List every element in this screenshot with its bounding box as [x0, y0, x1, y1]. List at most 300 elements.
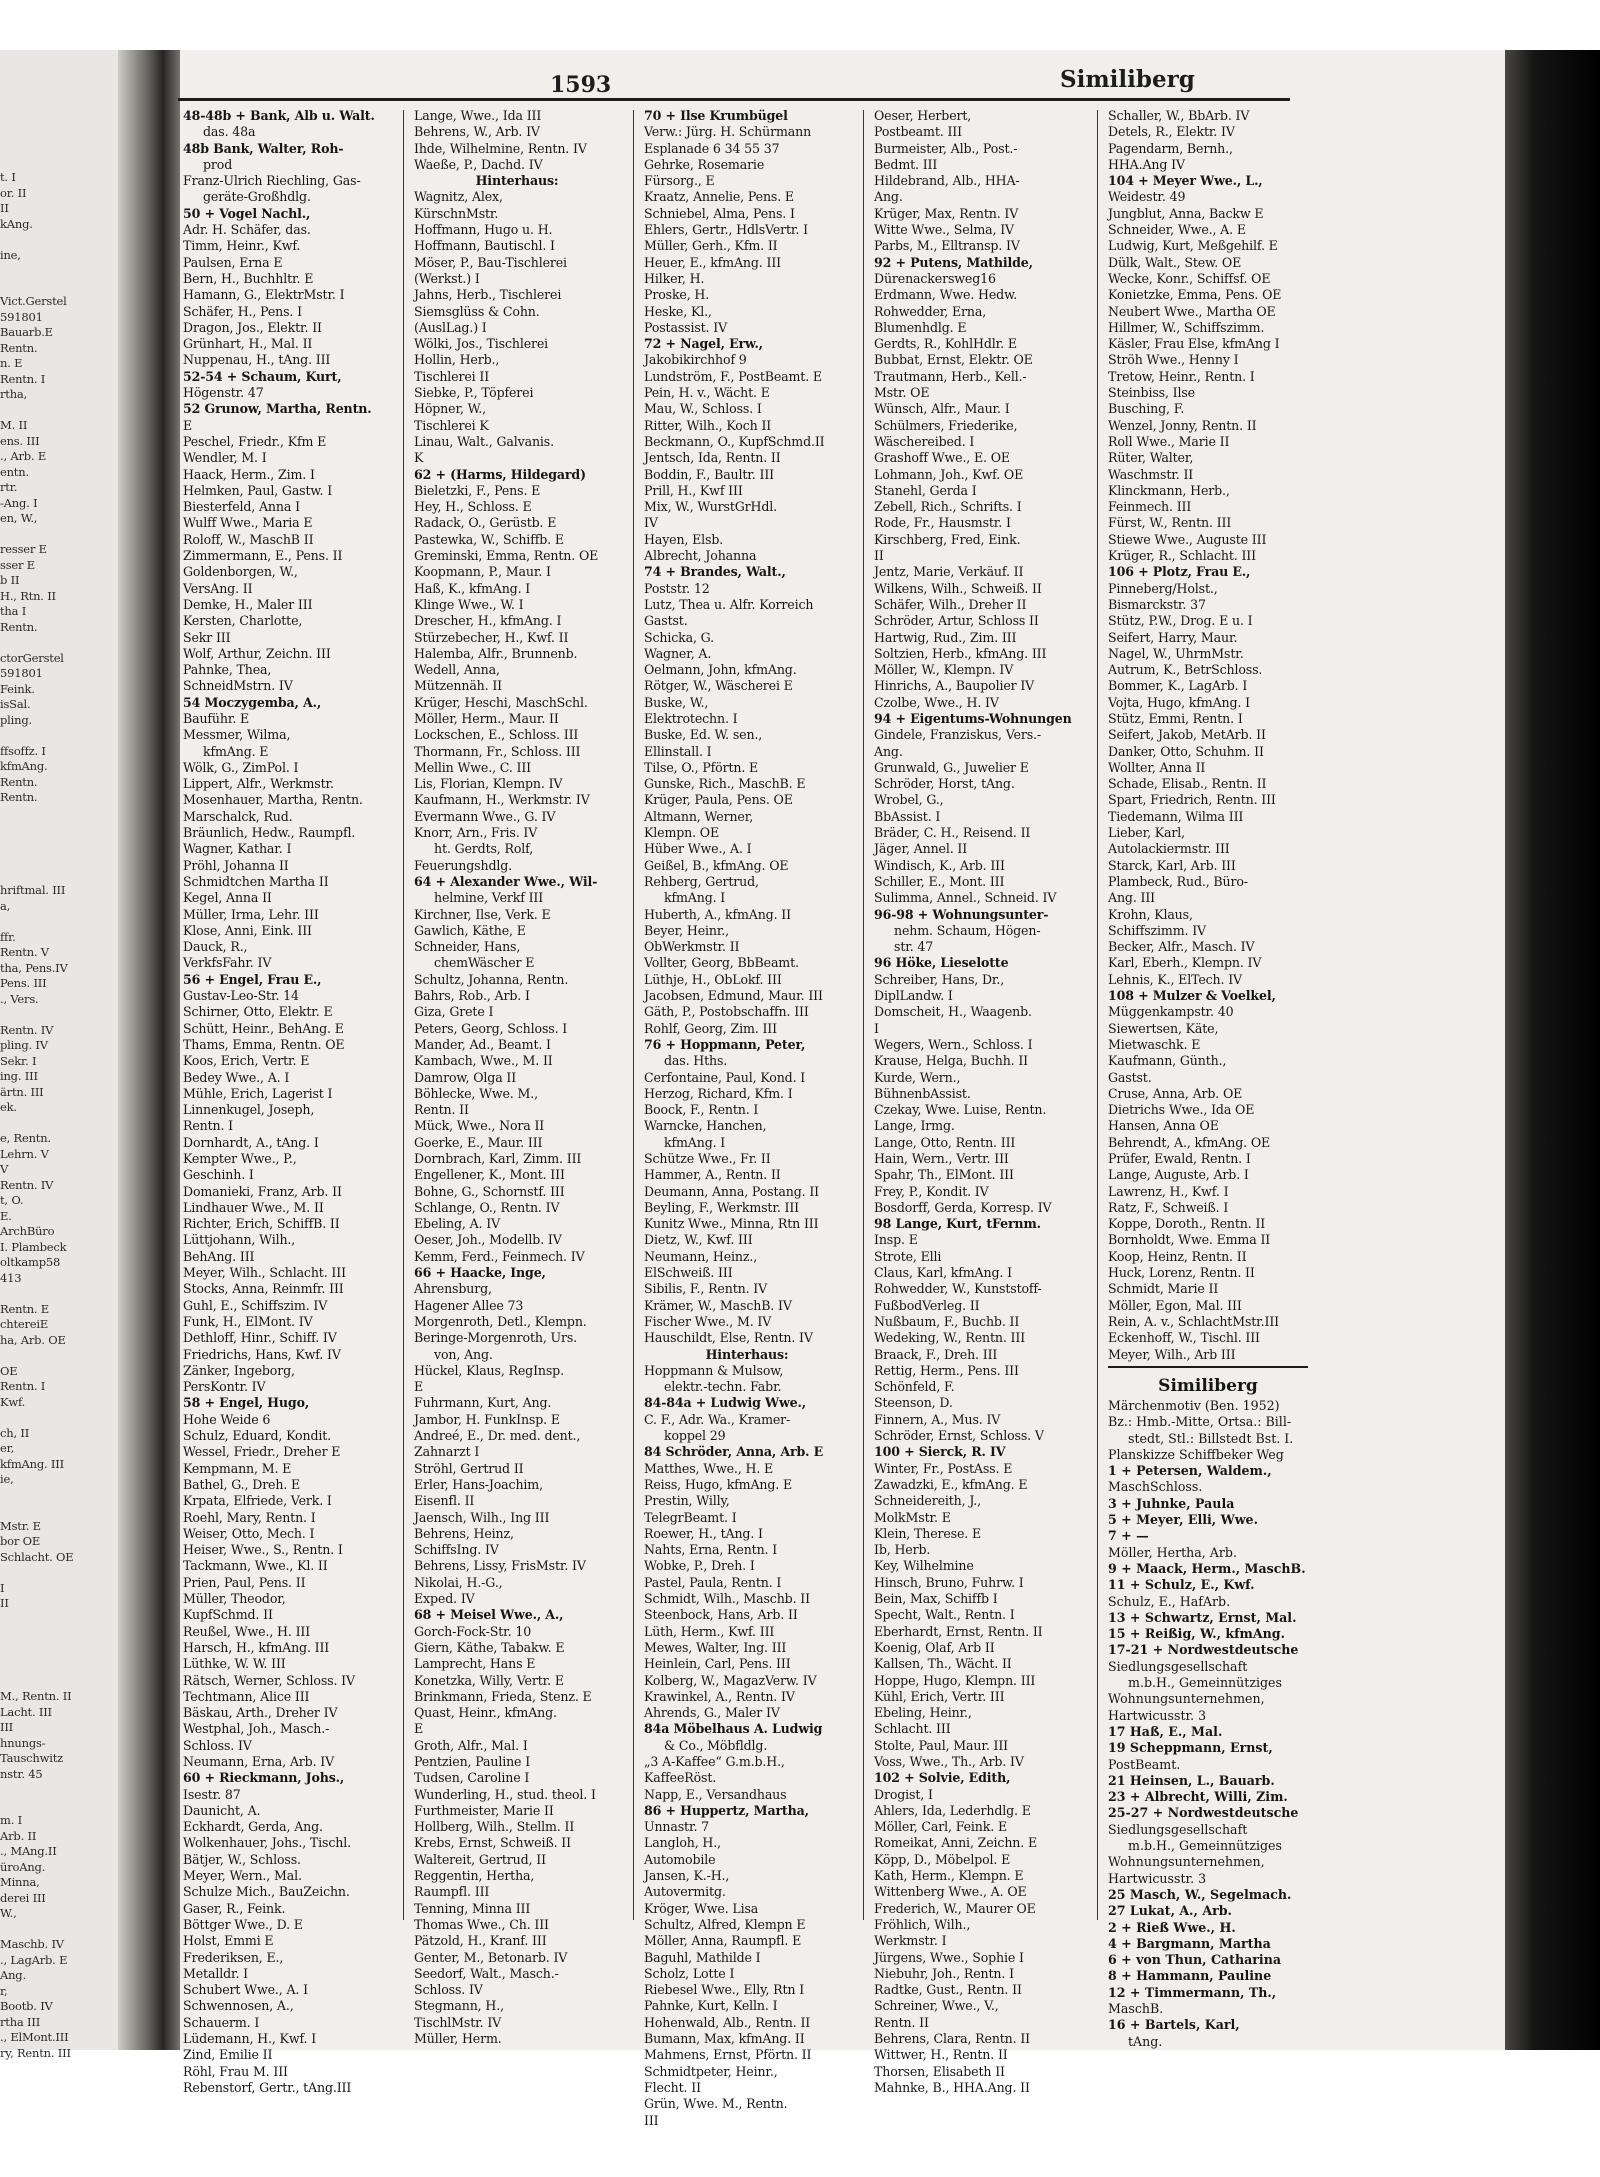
- left-fragment-line: e, Rentn.: [0, 1131, 51, 1145]
- directory-entry-line: Insp. E: [874, 1232, 918, 1248]
- directory-entry-line: Finnern, A., Mus. IV: [874, 1411, 1001, 1427]
- directory-entry-line: Bedmt. III: [874, 156, 938, 172]
- directory-entry-line: Möller, Herm., Maur. II: [414, 710, 559, 726]
- directory-entry-line: str. 47: [894, 939, 934, 955]
- directory-entry-line: 104 + Meyer Wwe., L.,: [1108, 173, 1263, 189]
- directory-entry-line: kfmAng. I: [664, 890, 726, 906]
- directory-entry-line: E: [414, 1379, 424, 1395]
- directory-entry-line: Richter, Erich, SchiffB. II: [183, 1216, 340, 1232]
- left-fragment-line: ., MAng.II: [0, 1844, 57, 1858]
- street-entry-line: 19 Scheppmann, Ernst,: [1108, 1740, 1273, 1756]
- directory-entry-line: Bein, Max, Schiffb I: [874, 1591, 998, 1607]
- directory-entry-line: Behrendt, A., kfmAng. OE: [1108, 1134, 1271, 1150]
- directory-entry-line: Langloh, H.,: [644, 1835, 721, 1851]
- directory-entry-line: Beyling, F., Werkmstr. III: [644, 1199, 799, 1215]
- directory-entry-line: Paulsen, Erna E: [183, 254, 283, 270]
- left-fragment-line: ry, Rentn. III: [0, 2045, 71, 2060]
- directory-entry-line: Geißel, B., kfmAng. OE: [644, 857, 789, 873]
- directory-entry-line: Windisch, K., Arb. III: [874, 857, 1005, 873]
- directory-entry-line: Witte Wwe., Selma, IV: [874, 222, 1014, 238]
- directory-entry-line: Bumann, Max, kfmAng. II: [644, 2031, 805, 2047]
- directory-entry-line: Kemm, Ferd., Feinmech. IV: [414, 1248, 585, 1264]
- directory-entry-line: 98 Lange, Kurt, tFernm.: [874, 1216, 1041, 1232]
- directory-entry-line: TelegrBeamt. I: [644, 1509, 737, 1525]
- left-fragment-line: Rentn.: [0, 340, 38, 355]
- directory-entry-line: 106 + Plotz, Frau E.,: [1108, 564, 1251, 580]
- directory-entry-line: Lindhauer Wwe., M. II: [183, 1199, 324, 1215]
- directory-entry-line: Wegers, Wern., Schloss. I: [874, 1036, 1033, 1052]
- directory-entry-line: Koopmann, P., Maur. I: [414, 564, 551, 580]
- directory-entry-line: Pagendarm, Bernh.,: [1108, 140, 1233, 156]
- street-entry-line: 12 + Timmermann, Th.,: [1108, 1984, 1277, 2000]
- left-fragment-line: hnungs-: [0, 1735, 46, 1750]
- directory-entry-line: Hückel, Klaus, RegInsp.: [414, 1362, 564, 1378]
- directory-column-1: [183, 108, 391, 2095]
- left-fragment-line: ens. III: [0, 433, 40, 448]
- directory-entry-line: Roewer, H., tAng. I: [644, 1525, 763, 1541]
- directory-entry-line: Müller, Irma, Lehr. III: [183, 906, 319, 922]
- directory-entry-line: Böttger Wwe., D. E: [183, 1916, 303, 1932]
- directory-entry-line: Drogist, I: [874, 1786, 933, 1802]
- directory-entry-line: Pastel, Paula, Rentn. I: [644, 1574, 782, 1590]
- street-entry-line: MaschB.: [1108, 2000, 1164, 2016]
- directory-entry-line: Schneidereith, J.,: [874, 1493, 981, 1509]
- directory-entry-line: Schaller, W., BbArb. IV: [1108, 108, 1250, 123]
- directory-entry-line: Automobile: [644, 1851, 716, 1867]
- directory-entry-line: Hey, H., Schloss. E: [414, 499, 532, 515]
- directory-entry-line: Engellener, K., Mont. III: [414, 1167, 565, 1183]
- directory-entry-line: Eisenfl. II: [414, 1493, 475, 1509]
- directory-entry-line: Schneider, Hans,: [414, 939, 521, 955]
- directory-entry-line: Schulze Mich., BauZeichn.: [183, 1884, 350, 1900]
- directory-entry-line: Bräder, C. H., Reisend. II: [874, 825, 1031, 841]
- directory-entry-line: Buske, Ed. W. sen.,: [644, 727, 763, 743]
- directory-entry-line: Gehrke, Rosemarie: [644, 156, 765, 172]
- directory-entry-line: Heiser, Wwe., S., Rentn. I: [183, 1542, 343, 1558]
- street-section-lines: [1108, 1398, 1308, 2050]
- directory-entry-line: Stocks, Anna, Reinmfr. III: [183, 1281, 344, 1297]
- directory-entry-line: (AuslLag.) I: [414, 319, 487, 335]
- directory-entry-line: Ihde, Wilhelmine, Rentn. IV: [414, 140, 587, 156]
- left-fragment-line: 413: [0, 1270, 22, 1285]
- directory-entry-line: Tenning, Minna III: [414, 1900, 531, 1916]
- left-fragment-line: hriftmal. III: [0, 883, 66, 897]
- left-fragment-line: nstr. 45: [0, 1766, 43, 1781]
- directory-entry-line: Kempter Wwe., P.,: [183, 1151, 297, 1166]
- directory-entry-line: Parbs, M., Elltransp. IV: [874, 238, 1020, 254]
- directory-entry-line: KaffeeRöst.: [644, 1770, 717, 1786]
- directory-entry-line: Isestr. 87: [183, 1786, 241, 1802]
- directory-entry-line: Brinkmann, Frieda, Stenz. E: [414, 1688, 592, 1704]
- directory-entry-line: Pein, H. v., Wächt. E: [644, 385, 770, 401]
- directory-entry-line: Reußel, Wwe., H. III: [183, 1623, 311, 1639]
- left-fragment-line: kfmAng. III: [0, 1456, 64, 1471]
- directory-entry-line: Exped. IV: [414, 1591, 475, 1607]
- directory-entry-line: Krämer, W., MaschB. IV: [644, 1297, 792, 1313]
- left-fragment-line: m. I: [0, 1813, 22, 1827]
- directory-entry-line: Rohlf, Georg, Zim. III: [644, 1020, 777, 1036]
- left-fragment-line: ha, Arb. OE: [0, 1332, 66, 1347]
- directory-entry-line: Neubert Wwe., Martha OE: [1108, 303, 1276, 319]
- left-fragment-line: W.,: [0, 1906, 17, 1920]
- directory-entry-line: Postassist. IV: [644, 319, 728, 335]
- page-number: 1593: [550, 72, 612, 98]
- street-section: [1108, 1366, 1308, 2050]
- directory-entry-line: Knorr, Arn., Fris. IV: [414, 825, 538, 841]
- directory-entry-line: Ritter, Wilh., Koch II: [644, 417, 772, 433]
- directory-entry-line: Mietwaschk. E: [1108, 1036, 1201, 1052]
- directory-entry-line: Lohmann, Joh., Kwf. OE: [874, 466, 1024, 482]
- directory-entry-line: Wollter, Anna II: [1108, 759, 1206, 775]
- directory-entry-line: Gerdts, R., KohlHdlr. E: [874, 336, 1017, 352]
- directory-entry-line: BbAssist. I: [874, 808, 941, 824]
- directory-entry-line: Elektrotechn. I: [644, 710, 738, 726]
- directory-entry-line: Groth, Alfr., Mal. I: [414, 1737, 528, 1753]
- left-fragment-line: n. E: [0, 356, 23, 370]
- directory-entry-line: Waltereit, Gertrud, II: [414, 1851, 546, 1867]
- directory-entry-line: VerkfsFahr. IV: [183, 955, 272, 971]
- directory-entry-line: FußbodVerleg. II: [874, 1297, 980, 1313]
- directory-entry-line: Reiss, Hugo, kfmAng. E: [644, 1476, 793, 1492]
- directory-entry-line: Wedell, Anna,: [414, 662, 500, 678]
- left-fragment-line: rtr.: [0, 480, 18, 494]
- directory-entry-line: Boddin, F., Baultr. III: [644, 466, 774, 482]
- directory-entry-line: Kirschberg, Fred, Eink.: [874, 531, 1021, 547]
- street-entry-line: 3 + Juhnke, Paula: [1108, 1495, 1235, 1511]
- directory-entry-line: Dülk, Walt., Stew. OE: [1108, 254, 1242, 270]
- directory-entry-line: Hilker, H.: [644, 270, 705, 286]
- directory-entry-line: das. 48a: [203, 124, 256, 140]
- directory-entry-line: 54 Moczygemba, A.,: [183, 694, 322, 710]
- directory-entry-line: Koop, Heinz, Rentn. II: [1108, 1248, 1247, 1264]
- directory-entry-line: Blumenhdlg. E: [874, 319, 967, 335]
- directory-entry-line: Dornbrach, Karl, Zimm. III: [414, 1151, 582, 1166]
- left-fragment-line: Mstr. E: [0, 1518, 41, 1533]
- directory-entry-line: Bosdorff, Gerda, Korresp. IV: [874, 1199, 1052, 1215]
- street-entry-line: Siedlungsgesellschaft: [1108, 1821, 1248, 1837]
- directory-entry-line: Autolackiermstr. III: [1108, 841, 1230, 857]
- left-fragment-line: Lehrn. V: [0, 1146, 49, 1161]
- directory-entry-line: Haß, K., kfmAng. I: [414, 580, 531, 596]
- directory-entry-line: Zawadzki, E., kfmAng. E: [874, 1476, 1028, 1492]
- street-section-title: Similiberg: [1158, 1376, 1258, 1396]
- directory-entry-line: Gäth, P., Postobschaffn. III: [644, 1004, 809, 1020]
- directory-entry-line: Evermann Wwe., G. IV: [414, 808, 556, 824]
- directory-entry-line: Timm, Heinr., Kwf.: [183, 238, 301, 254]
- directory-entry-line: Jentz, Marie, Verkäuf. II: [874, 564, 1024, 580]
- directory-entry-line: Tudsen, Caroline I: [414, 1770, 530, 1786]
- street-entry-line: Hartwicusstr. 3: [1108, 1707, 1207, 1723]
- directory-entry-line: Hohenwald, Alb., Rentn. II: [644, 2014, 811, 2030]
- left-fragment-line: Rentn. IV: [0, 1177, 54, 1192]
- directory-entry-line: Schirner, Otto, Elektr. E: [183, 1004, 333, 1020]
- directory-entry-line: 100 + Sierck, R. IV: [874, 1444, 1006, 1460]
- directory-entry-line: Krüger, Heschi, MaschSchl.: [414, 694, 588, 710]
- street-entry-line: 1 + Petersen, Waldem.,: [1108, 1463, 1272, 1479]
- street-entry-line: 25 Masch, W., Segelmach.: [1108, 1886, 1292, 1902]
- left-fragment-line: Lacht. III: [0, 1704, 52, 1719]
- directory-entry-line: DiplLandw. I: [874, 988, 953, 1004]
- directory-entry-line: Behrens, Clara, Rentn. II: [874, 2031, 1031, 2047]
- directory-entry-line: Ströhl, Gertrud II: [414, 1460, 524, 1476]
- directory-entry-line: II: [874, 548, 884, 564]
- left-fragment-line: Sekr. I: [0, 1053, 37, 1068]
- directory-entry-line: Autrum, K., BetrSchloss.: [1108, 662, 1263, 678]
- directory-entry-line: Westphal, Joh., Masch.-: [183, 1721, 330, 1737]
- left-fragment-line: Rentn.: [0, 619, 38, 634]
- directory-entry-line: Lieber, Karl,: [1108, 825, 1186, 841]
- directory-entry-line: Spart, Friedrich, Rentn. III: [1108, 792, 1276, 808]
- directory-entry-line: Schröder, Artur, Schloss II: [874, 613, 1039, 629]
- directory-entry-line: Boock, F., Rentn. I: [644, 1102, 759, 1118]
- left-fragment-line: ., Vers.: [0, 991, 39, 1006]
- column-divider: [1097, 110, 1098, 1920]
- directory-entry-line: Drescher, H., kfmAng. I: [414, 613, 562, 629]
- directory-entry-line: Bahrs, Rob., Arb. I: [414, 988, 530, 1004]
- directory-entry-line: Huberth, A., kfmAng. II: [644, 906, 791, 922]
- directory-entry-line: Jakobikirchhof 9: [644, 352, 747, 368]
- directory-entry-line: Bismarckstr. 37: [1108, 596, 1206, 612]
- directory-entry-line: Schicka, G.: [644, 629, 714, 645]
- directory-column-3: [644, 108, 850, 2128]
- directory-entry-line: Frey, P., Kondit. IV: [874, 1183, 989, 1199]
- street-entry-line: Planskizze Schiffbeker Weg: [1108, 1446, 1284, 1462]
- directory-entry-line: Beckmann, O., KupfSchmd.II: [644, 433, 825, 449]
- directory-entry-line: Warncke, Hanchen,: [644, 1118, 767, 1134]
- street-entry-line: Wohnungsunternehmen,: [1108, 1691, 1265, 1707]
- directory-entry-line: Feuerungshdlg.: [414, 857, 512, 873]
- directory-entry-line: Klempn. OE: [644, 825, 720, 841]
- directory-entry-line: Jambor, H. FunkInsp. E: [414, 1411, 560, 1427]
- directory-entry-line: Funk, H., ElMont. IV: [183, 1313, 313, 1329]
- left-fragment-line: H., Rtn. II: [0, 588, 56, 603]
- directory-entry-line: 60 + Rieckmann, Johs.,: [183, 1770, 345, 1786]
- directory-entry-line: Roehl, Mary, Rentn. I: [183, 1509, 316, 1525]
- directory-entry-line: Mühle, Erich, Lagerist I: [183, 1085, 333, 1101]
- directory-entry-line: Hinterhaus:: [705, 1346, 789, 1362]
- directory-entry-line: Konietzke, Emma, Pens. OE: [1108, 287, 1282, 303]
- directory-entry-line: Pastewka, W., Schiffb. E: [414, 531, 564, 547]
- left-fragment-line: r,: [0, 1983, 8, 1998]
- left-fragment-line: V: [0, 1162, 9, 1176]
- directory-entry-line: Neumann, Heinz.,: [644, 1248, 758, 1264]
- directory-entry-line: Jungblut, Anna, Backw E: [1108, 205, 1264, 221]
- directory-entry-line: Lange, Otto, Rentn. III: [874, 1134, 1016, 1150]
- directory-entry-line: Radtke, Gust., Rentn. II: [874, 1982, 1022, 1998]
- directory-entry-line: Wunderling, H., stud. theol. I: [414, 1786, 596, 1802]
- directory-entry-line: Lüdemann, H., Kwf. I: [183, 2031, 317, 2047]
- street-entry-line: 16 + Bartels, Karl,: [1108, 2017, 1240, 2033]
- left-fragment-line: ., ElMont.III: [0, 2030, 69, 2044]
- left-fragment-line: resser E: [0, 542, 47, 556]
- directory-entry-line: Prüfer, Ewald, Rentn. I: [1108, 1151, 1251, 1166]
- directory-entry-line: BühnenbAssist.: [874, 1085, 971, 1101]
- directory-entry-line: Kath, Herm., Klempn. E: [874, 1868, 1024, 1884]
- directory-entry-line: Stütz, Emmi, Rentn. I: [1108, 710, 1243, 726]
- directory-entry-line: Schönfeld, F.: [874, 1379, 955, 1395]
- directory-entry-line: Hamann, G., ElektrMstr. I: [183, 287, 345, 303]
- directory-entry-line: 50 + Vogel Nachl.,: [183, 205, 311, 221]
- directory-entry-line: Schauerm. I: [183, 2014, 260, 2030]
- directory-entry-line: Wessel, Friedr., Dreher E: [183, 1444, 341, 1460]
- directory-entry-line: Wittenberg Wwe., A. OE: [874, 1884, 1027, 1900]
- directory-entry-line: Kunitz Wwe., Minna, Rtn III: [644, 1216, 819, 1232]
- left-fragment-line: t, O.: [0, 1193, 24, 1207]
- directory-entry-line: Schreiber, Hans, Dr.,: [874, 971, 1005, 987]
- directory-entry-line: Niebuhr, Joh., Rentn. I: [874, 1965, 1014, 1981]
- directory-entry-line: Deumann, Anna, Postang. II: [644, 1183, 819, 1199]
- street-entry-line: 4 + Bargmann, Martha: [1108, 1935, 1271, 1951]
- directory-entry-line: Raumpfl. III: [414, 1884, 490, 1900]
- directory-entry-line: Rätsch, Werner, Schloss. IV: [183, 1672, 355, 1688]
- directory-entry-line: Jaensch, Wilh., Ing III: [414, 1509, 550, 1525]
- directory-entry-line: Wolf, Arthur, Zeichn. III: [183, 645, 331, 661]
- directory-entry-line: Ib, Herb.: [874, 1542, 931, 1558]
- directory-entry-line: Radack, O., Gerüstb. E: [414, 515, 557, 531]
- left-fragment-line: entn.: [0, 464, 29, 479]
- directory-entry-line: Waeße, P., Dachd. IV: [414, 156, 543, 172]
- directory-entry-line: Nagel, W., UhrmMstr.: [1108, 645, 1244, 661]
- directory-entry-line: Tilse, O., Pförtn. E: [644, 759, 759, 775]
- directory-entry-line: Prestin, Willy,: [644, 1493, 730, 1509]
- directory-entry-line: Wolkenhauer, Johs., Tischl.: [183, 1835, 351, 1851]
- directory-entry-line: Gaser, R., Feink.: [183, 1900, 286, 1916]
- directory-entry-line: Jahns, Herb., Tischlerei: [414, 287, 562, 303]
- directory-entry-line: Schäfer, H., Pens. I: [183, 303, 302, 319]
- left-fragment-line: Kwf.: [0, 1394, 26, 1409]
- left-fragment-line: a,: [0, 898, 11, 913]
- directory-entry-line: Winter, Fr., PostAss. E: [874, 1460, 1013, 1476]
- directory-entry-line: Ellinstall. I: [644, 743, 712, 759]
- left-fragment-line: rtha,: [0, 387, 28, 401]
- directory-entry-line: Haack, Herm., Zim. I: [183, 466, 315, 482]
- left-fragment-line: rtha III: [0, 2014, 41, 2029]
- running-head: Similiberg: [1060, 66, 1195, 93]
- directory-entry-line: Rode, Fr., Hausmstr. I: [874, 515, 1011, 531]
- directory-entry-line: Kempmann, M. E: [183, 1460, 292, 1476]
- street-entry-line: 11 + Schulz, E., Kwf.: [1108, 1577, 1255, 1593]
- street-entry-line: 13 + Schwartz, Ernst, Mal.: [1108, 1609, 1297, 1625]
- directory-entry-line: Nuppenau, H., tAng. III: [183, 352, 331, 368]
- directory-entry-line: Seedorf, Walt., Masch.-: [414, 1965, 559, 1981]
- directory-entry-line: Mix, W., WurstGrHdl.: [644, 499, 778, 515]
- directory-entry-line: Ehlers, Gertr., HdlsVertr. I: [644, 222, 808, 238]
- directory-entry-line: Müller, Gerh., Kfm. II: [644, 238, 778, 254]
- directory-entry-line: Kambach, Wwe., M. II: [414, 1053, 553, 1069]
- directory-entry-line: koppel 29: [664, 1428, 726, 1444]
- directory-entry-line: Baguhl, Mathilde I: [644, 1949, 761, 1965]
- directory-entry-line: Wedeking, W., Rentn. III: [874, 1330, 1026, 1346]
- directory-entry-line: Wulff Wwe., Maria E: [183, 515, 313, 531]
- directory-entry-line: Helmken, Paul, Gastw. I: [183, 482, 333, 498]
- left-fragment-line: tha, Pens.IV: [0, 960, 68, 975]
- directory-entry-line: Cruse, Anna, Arb. OE: [1108, 1085, 1243, 1101]
- left-fragment-line: or. II: [0, 185, 27, 200]
- directory-entry-line: Köpp, D., Möbelpol. E: [874, 1851, 1011, 1867]
- directory-entry-line: Voss, Wwe., Th., Arb. IV: [874, 1753, 1024, 1769]
- directory-entry-line: Ratz, F., Schweiß. I: [1108, 1199, 1229, 1215]
- directory-entry-line: Meyer, Wern., Mal.: [183, 1868, 302, 1884]
- left-fragment-line: Ang.: [0, 1968, 26, 1982]
- directory-entry-line: Dornhardt, A., tAng. I: [183, 1134, 319, 1150]
- directory-entry-line: Stolte, Paul, Maur. III: [874, 1737, 1009, 1753]
- left-fragment-line: Rentn. E: [0, 1301, 50, 1316]
- directory-entry-line: Wagnitz, Alex,: [414, 189, 503, 205]
- directory-entry-line: Müller, Theodor,: [183, 1591, 286, 1607]
- left-fragment-line: Maschb. IV: [0, 1937, 64, 1951]
- street-entry-line: Bz.: Hmb.-Mitte, Ortsa.: Bill-: [1108, 1414, 1292, 1430]
- directory-column-2: [414, 108, 620, 2047]
- directory-entry-line: Gustav-Leo-Str. 14: [183, 988, 299, 1004]
- street-entry-line: MaschSchloss.: [1108, 1479, 1203, 1495]
- directory-entry-line: Böhlecke, Wwe. M.,: [414, 1085, 538, 1101]
- left-fragment-line: Rentn.: [0, 774, 38, 789]
- directory-entry-line: Mewes, Walter, Ing. III: [644, 1639, 787, 1655]
- left-fragment-line: ., Arb. E: [0, 449, 47, 463]
- directory-entry-line: Schlange, O., Rentn. IV: [414, 1199, 560, 1215]
- directory-entry-line: Harsch, H., kfmAng. III: [183, 1639, 330, 1655]
- left-fragment-line: M., Rentn. II: [0, 1689, 72, 1703]
- directory-entry-line: Koos, Erich, Vertr. E: [183, 1053, 310, 1069]
- street-entry-line: 2 + Rieß Wwe., H.: [1108, 1919, 1236, 1935]
- directory-entry-line: Steenson, D.: [874, 1395, 953, 1411]
- directory-entry-line: Rentn. II: [874, 2014, 929, 2030]
- directory-entry-line: Rüter, Walter,: [1108, 450, 1194, 466]
- street-entry-line: tAng.: [1128, 2033, 1163, 2049]
- directory-entry-line: Bubbat, Ernst, Elektr. OE: [874, 352, 1033, 368]
- directory-entry-line: Röhl, Frau M. III: [183, 2063, 288, 2079]
- directory-entry-line: Bieletzki, F., Pens. E: [414, 482, 541, 498]
- directory-entry-line: Heinlein, Carl, Pens. III: [644, 1656, 791, 1672]
- directory-entry-line: Franz-Ulrich Riechling, Gas-: [183, 173, 361, 189]
- directory-entry-line: I: [874, 1020, 879, 1036]
- directory-entry-line: Kraatz, Annelie, Pens. E: [644, 189, 794, 205]
- directory-entry-line: Rebenstorf, Gertr., tAng.III: [183, 2079, 352, 2095]
- directory-entry-line: Zind, Emilie II: [183, 2047, 273, 2063]
- directory-entry-line: Kröger, Wwe. Lisa: [644, 1900, 759, 1916]
- directory-entry-line: Schülmers, Friederike,: [874, 417, 1018, 433]
- directory-entry-line: Lüthke, W. W. III: [183, 1656, 286, 1672]
- directory-entry-line: Tretow, Heinr., Rentn. I: [1108, 368, 1255, 384]
- directory-entry-line: Daunicht, A.: [183, 1802, 261, 1818]
- directory-entry-line: MolkMstr. E: [874, 1509, 951, 1525]
- directory-entry-line: Meyer, Wilh., Arb III: [1108, 1346, 1236, 1362]
- directory-entry-line: Wenzel, Jonny, Rentn. II: [1108, 417, 1257, 433]
- left-fragment-line: Rentn. IV: [0, 1022, 54, 1037]
- directory-entry-line: Sekr III: [183, 629, 231, 645]
- directory-entry-line: 56 + Engel, Frau E.,: [183, 971, 322, 987]
- directory-entry-line: Goldenborgen, W.,: [183, 564, 298, 580]
- street-entry-line: 5 + Meyer, Elli, Wwe.: [1108, 1512, 1258, 1528]
- directory-entry-line: Müggenkampstr. 40: [1108, 1004, 1234, 1020]
- directory-entry-line: Key, Wilhelmine: [874, 1558, 974, 1574]
- directory-entry-line: Jentsch, Ida, Rentn. II: [644, 450, 781, 466]
- directory-entry-line: Dragon, Jos., Elektr. II: [183, 319, 322, 335]
- directory-entry-line: Hollin, Herb.,: [414, 352, 500, 368]
- left-fragment-line: en, W.,: [0, 511, 38, 525]
- directory-entry-line: SchiffsIng. IV: [414, 1542, 499, 1558]
- directory-entry-line: Damrow, Olga II: [414, 1069, 517, 1085]
- directory-entry-line: Kallsen, Th., Wächt. II: [874, 1656, 1012, 1672]
- directory-entry-line: Bäskau, Arth., Dreher IV: [183, 1705, 338, 1721]
- directory-entry-line: Napp, E., Versandhaus: [644, 1786, 787, 1802]
- directory-column-4: [874, 108, 1082, 2095]
- directory-entry-line: Weidestr. 49: [1108, 189, 1186, 205]
- directory-entry-line: Lis, Florian, Klempn. IV: [414, 776, 563, 792]
- directory-entry-line: Schmidt, Marie II: [1108, 1281, 1219, 1297]
- section-rule: [1108, 1366, 1308, 1368]
- street-entry-line: 8 + Hammann, Pauline: [1108, 1968, 1272, 1984]
